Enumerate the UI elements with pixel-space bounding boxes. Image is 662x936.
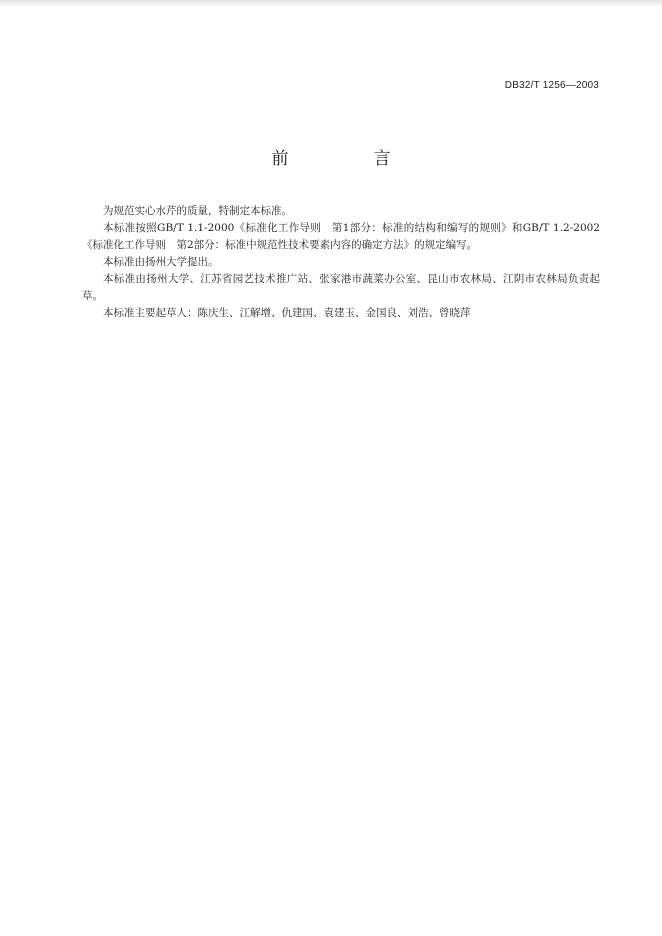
page-top-edge [0, 0, 662, 6]
paragraph-proposer: 本标准由扬州大学提出。 [103, 256, 219, 268]
foreword-body [82, 203, 600, 322]
paragraph-drafters: 本标准主要起草人：陈庆生、江解增、仇建国、袁建玉、金国良、刘浩、曾晓萍 [103, 307, 471, 319]
paragraph-drafting-units: 本标准由扬州大学、江苏省园艺技术推广站、张家港市蔬菜办公室、昆山市农林局、江阴市农林局负责起草。 [82, 273, 600, 302]
standard-code: DB32/T 1256—2003 [504, 80, 599, 91]
paragraph-drafting-rules: 本标准按照GB/T 1.1-2000《标准化工作导则 第1部分：标准的结构和编写的规则》和GB/T 1.2-2002《标准化工作导则 第2部分：标准中规范性技术要素内容的确定方法》的规定编写。 [82, 222, 600, 251]
paragraph-purpose: 为规范实心水芹的质量，特制定本标准。 [103, 205, 292, 217]
page-title: 前 言 [271, 149, 425, 169]
